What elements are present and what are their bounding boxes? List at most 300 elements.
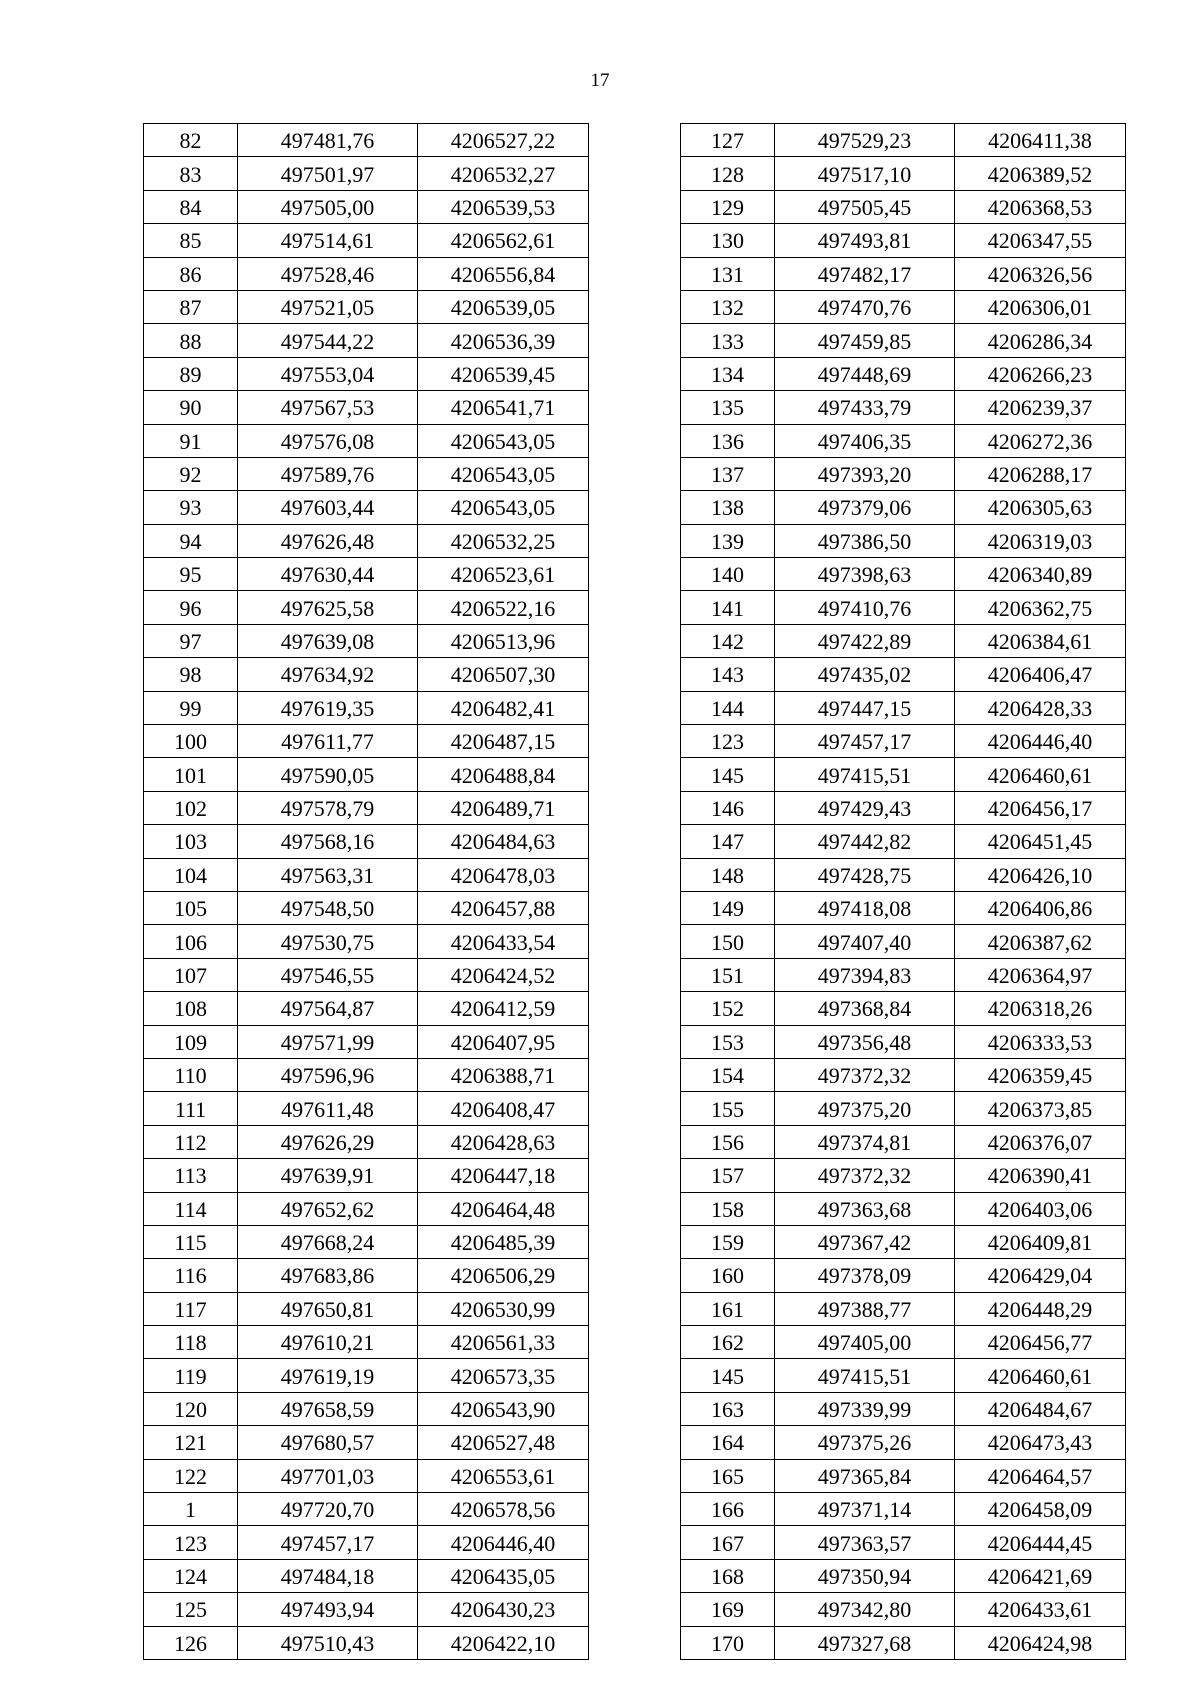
point-number-cell: 147 (681, 825, 775, 858)
point-number-cell: 115 (144, 1225, 238, 1258)
x-coordinate-cell: 497564,87 (238, 992, 418, 1025)
table-row (144, 1125, 589, 1158)
x-coordinate-cell: 497457,17 (238, 1526, 418, 1559)
point-number-cell: 132 (681, 290, 775, 323)
y-coordinate-cell: 4206536,39 (418, 324, 589, 357)
y-coordinate-cell: 4206340,89 (955, 558, 1126, 591)
point-number-cell: 163 (681, 1392, 775, 1425)
x-coordinate-cell: 497379,06 (775, 491, 955, 524)
table-row (144, 891, 589, 924)
y-coordinate-cell: 4206464,57 (955, 1459, 1126, 1492)
x-coordinate-cell: 497493,81 (775, 224, 955, 257)
y-coordinate-cell: 4206561,33 (418, 1326, 589, 1359)
y-coordinate-cell: 4206403,06 (955, 1192, 1126, 1225)
point-number-cell: 162 (681, 1326, 775, 1359)
x-coordinate-cell: 497448,69 (775, 357, 955, 390)
x-coordinate-cell: 497501,97 (238, 157, 418, 190)
y-coordinate-cell: 4206482,41 (418, 691, 589, 724)
table-row (681, 1359, 1126, 1392)
table-row (144, 992, 589, 1025)
y-coordinate-cell: 4206433,54 (418, 925, 589, 958)
x-coordinate-cell: 497517,10 (775, 157, 955, 190)
point-number-cell: 106 (144, 925, 238, 958)
y-coordinate-cell: 4206429,04 (955, 1259, 1126, 1292)
table-row (681, 1058, 1126, 1091)
x-coordinate-cell: 497514,61 (238, 224, 418, 257)
table-row (144, 624, 589, 657)
x-coordinate-cell: 497378,09 (775, 1259, 955, 1292)
table-row (144, 1459, 589, 1492)
y-coordinate-cell: 4206412,59 (418, 992, 589, 1025)
point-number-cell: 83 (144, 157, 238, 190)
point-number-cell: 119 (144, 1359, 238, 1392)
table-row (144, 825, 589, 858)
y-coordinate-cell: 4206484,63 (418, 825, 589, 858)
point-number-cell: 102 (144, 791, 238, 824)
table-row (681, 1459, 1126, 1492)
x-coordinate-cell: 497407,40 (775, 925, 955, 958)
table-row (681, 1192, 1126, 1225)
table-row (681, 1493, 1126, 1526)
coordinates-table-right (680, 123, 1126, 1660)
point-number-cell: 123 (144, 1526, 238, 1559)
x-coordinate-cell: 497529,23 (775, 124, 955, 157)
point-number-cell: 145 (681, 758, 775, 791)
y-coordinate-cell: 4206390,41 (955, 1159, 1126, 1192)
point-number-cell: 1 (144, 1493, 238, 1526)
x-coordinate-cell: 497482,17 (775, 257, 955, 290)
y-coordinate-cell: 4206446,40 (418, 1526, 589, 1559)
point-number-cell: 170 (681, 1626, 775, 1659)
y-coordinate-cell: 4206435,05 (418, 1559, 589, 1592)
y-coordinate-cell: 4206368,53 (955, 190, 1126, 223)
y-coordinate-cell: 4206487,15 (418, 725, 589, 758)
x-coordinate-cell: 497415,51 (775, 758, 955, 791)
point-number-cell: 110 (144, 1058, 238, 1091)
point-number-cell: 126 (144, 1626, 238, 1659)
y-coordinate-cell: 4206409,81 (955, 1225, 1126, 1258)
y-coordinate-cell: 4206428,33 (955, 691, 1126, 724)
table-row (144, 457, 589, 490)
x-coordinate-cell: 497398,63 (775, 558, 955, 591)
point-number-cell: 165 (681, 1459, 775, 1492)
point-number-cell: 164 (681, 1426, 775, 1459)
y-coordinate-cell: 4206578,56 (418, 1493, 589, 1526)
point-number-cell: 158 (681, 1192, 775, 1225)
point-number-cell: 90 (144, 391, 238, 424)
table-row (681, 1259, 1126, 1292)
y-coordinate-cell: 4206239,37 (955, 391, 1126, 424)
point-number-cell: 85 (144, 224, 238, 257)
y-coordinate-cell: 4206347,55 (955, 224, 1126, 257)
y-coordinate-cell: 4206446,40 (955, 725, 1126, 758)
table-row (681, 491, 1126, 524)
table-row (144, 591, 589, 624)
y-coordinate-cell: 4206458,09 (955, 1493, 1126, 1526)
point-number-cell: 151 (681, 958, 775, 991)
y-coordinate-cell: 4206387,62 (955, 925, 1126, 958)
point-number-cell: 139 (681, 524, 775, 557)
table-row (144, 791, 589, 824)
table-row (681, 424, 1126, 457)
y-coordinate-cell: 4206456,77 (955, 1326, 1126, 1359)
table-row (681, 190, 1126, 223)
table-row (144, 1526, 589, 1559)
table-row (681, 658, 1126, 691)
table-row (144, 1025, 589, 1058)
x-coordinate-cell: 497611,77 (238, 725, 418, 758)
table-row (144, 190, 589, 223)
x-coordinate-cell: 497470,76 (775, 290, 955, 323)
point-number-cell: 121 (144, 1426, 238, 1459)
point-number-cell: 116 (144, 1259, 238, 1292)
y-coordinate-cell: 4206426,10 (955, 858, 1126, 891)
x-coordinate-cell: 497442,82 (775, 825, 955, 858)
point-number-cell: 84 (144, 190, 238, 223)
point-number-cell: 111 (144, 1092, 238, 1125)
y-coordinate-cell: 4206522,16 (418, 591, 589, 624)
table-row (144, 491, 589, 524)
table-row (144, 1159, 589, 1192)
x-coordinate-cell: 497447,15 (775, 691, 955, 724)
table-row (681, 1426, 1126, 1459)
point-number-cell: 94 (144, 524, 238, 557)
table-row (681, 1292, 1126, 1325)
x-coordinate-cell: 497457,17 (775, 725, 955, 758)
y-coordinate-cell: 4206562,61 (418, 224, 589, 257)
table-row (144, 1192, 589, 1225)
y-coordinate-cell: 4206388,71 (418, 1058, 589, 1091)
table-row (144, 858, 589, 891)
x-coordinate-cell: 497386,50 (775, 524, 955, 557)
x-coordinate-cell: 497546,55 (238, 958, 418, 991)
y-coordinate-cell: 4206523,61 (418, 558, 589, 591)
y-coordinate-cell: 4206286,34 (955, 324, 1126, 357)
y-coordinate-cell: 4206513,96 (418, 624, 589, 657)
table-row (681, 224, 1126, 257)
y-coordinate-cell: 4206359,45 (955, 1058, 1126, 1091)
y-coordinate-cell: 4206424,52 (418, 958, 589, 991)
point-number-cell: 166 (681, 1493, 775, 1526)
point-number-cell: 128 (681, 157, 775, 190)
table-row (681, 1125, 1126, 1158)
point-number-cell: 141 (681, 591, 775, 624)
x-coordinate-cell: 497367,42 (775, 1225, 955, 1258)
y-coordinate-cell: 4206506,29 (418, 1259, 589, 1292)
x-coordinate-cell: 497505,45 (775, 190, 955, 223)
table-row (681, 725, 1126, 758)
table-row (144, 1259, 589, 1292)
y-coordinate-cell: 4206460,61 (955, 1359, 1126, 1392)
point-number-cell: 87 (144, 290, 238, 323)
x-coordinate-cell: 497372,32 (775, 1058, 955, 1091)
table-row (681, 591, 1126, 624)
point-number-cell: 95 (144, 558, 238, 591)
y-coordinate-cell: 4206451,45 (955, 825, 1126, 858)
point-number-cell: 103 (144, 825, 238, 858)
point-number-cell: 104 (144, 858, 238, 891)
y-coordinate-cell: 4206543,05 (418, 491, 589, 524)
x-coordinate-cell: 497342,80 (775, 1593, 955, 1626)
table-row (144, 1326, 589, 1359)
table-row (681, 1159, 1126, 1192)
point-number-cell: 138 (681, 491, 775, 524)
point-number-cell: 92 (144, 457, 238, 490)
x-coordinate-cell: 497433,79 (775, 391, 955, 424)
point-number-cell: 154 (681, 1058, 775, 1091)
x-coordinate-cell: 497530,75 (238, 925, 418, 958)
x-coordinate-cell: 497428,75 (775, 858, 955, 891)
y-coordinate-cell: 4206539,45 (418, 357, 589, 390)
y-coordinate-cell: 4206489,71 (418, 791, 589, 824)
table-row (681, 691, 1126, 724)
y-coordinate-cell: 4206541,71 (418, 391, 589, 424)
table-row (681, 992, 1126, 1025)
x-coordinate-cell: 497372,32 (775, 1159, 955, 1192)
x-coordinate-cell: 497405,00 (775, 1326, 955, 1359)
x-coordinate-cell: 497528,46 (238, 257, 418, 290)
y-coordinate-cell: 4206543,05 (418, 457, 589, 490)
table-row (144, 658, 589, 691)
x-coordinate-cell: 497668,24 (238, 1225, 418, 1258)
y-coordinate-cell: 4206422,10 (418, 1626, 589, 1659)
y-coordinate-cell: 4206543,05 (418, 424, 589, 457)
table-row (144, 1292, 589, 1325)
x-coordinate-cell: 497371,14 (775, 1493, 955, 1526)
point-number-cell: 127 (681, 124, 775, 157)
point-number-cell: 82 (144, 124, 238, 157)
x-coordinate-cell: 497650,81 (238, 1292, 418, 1325)
table-row (144, 1593, 589, 1626)
table-row (144, 257, 589, 290)
x-coordinate-cell: 497459,85 (775, 324, 955, 357)
y-coordinate-cell: 4206433,61 (955, 1593, 1126, 1626)
point-number-cell: 107 (144, 958, 238, 991)
y-coordinate-cell: 4206484,67 (955, 1392, 1126, 1425)
point-number-cell: 131 (681, 257, 775, 290)
x-coordinate-cell: 497590,05 (238, 758, 418, 791)
table-row (681, 357, 1126, 390)
x-coordinate-cell: 497589,76 (238, 457, 418, 490)
x-coordinate-cell: 497720,70 (238, 1493, 418, 1526)
x-coordinate-cell: 497626,29 (238, 1125, 418, 1158)
point-number-cell: 152 (681, 992, 775, 1025)
table-row (681, 1092, 1126, 1125)
table-row (144, 1493, 589, 1526)
y-coordinate-cell: 4206556,84 (418, 257, 589, 290)
y-coordinate-cell: 4206530,99 (418, 1292, 589, 1325)
y-coordinate-cell: 4206457,88 (418, 891, 589, 924)
point-number-cell: 117 (144, 1292, 238, 1325)
y-coordinate-cell: 4206406,86 (955, 891, 1126, 924)
x-coordinate-cell: 497365,84 (775, 1459, 955, 1492)
table-row (681, 758, 1126, 791)
table-row (681, 157, 1126, 190)
x-coordinate-cell: 497339,99 (775, 1392, 955, 1425)
point-number-cell: 144 (681, 691, 775, 724)
table-row (144, 1392, 589, 1425)
point-number-cell: 86 (144, 257, 238, 290)
point-number-cell: 133 (681, 324, 775, 357)
table-row (144, 1626, 589, 1659)
y-coordinate-cell: 4206408,47 (418, 1092, 589, 1125)
table-row (681, 624, 1126, 657)
point-number-cell: 123 (681, 725, 775, 758)
x-coordinate-cell: 497571,99 (238, 1025, 418, 1058)
point-number-cell: 129 (681, 190, 775, 223)
y-coordinate-cell: 4206478,03 (418, 858, 589, 891)
point-number-cell: 140 (681, 558, 775, 591)
table-row (144, 725, 589, 758)
x-coordinate-cell: 497548,50 (238, 891, 418, 924)
y-coordinate-cell: 4206272,36 (955, 424, 1126, 457)
point-number-cell: 101 (144, 758, 238, 791)
point-number-cell: 120 (144, 1392, 238, 1425)
point-number-cell: 149 (681, 891, 775, 924)
table-row (144, 1058, 589, 1091)
x-coordinate-cell: 497563,31 (238, 858, 418, 891)
x-coordinate-cell: 497388,77 (775, 1292, 955, 1325)
y-coordinate-cell: 4206266,23 (955, 357, 1126, 390)
y-coordinate-cell: 4206362,75 (955, 591, 1126, 624)
point-number-cell: 97 (144, 624, 238, 657)
x-coordinate-cell: 497652,62 (238, 1192, 418, 1225)
point-number-cell: 134 (681, 357, 775, 390)
x-coordinate-cell: 497521,05 (238, 290, 418, 323)
table-row (144, 1559, 589, 1592)
x-coordinate-cell: 497363,57 (775, 1526, 955, 1559)
x-coordinate-cell: 497415,51 (775, 1359, 955, 1392)
table-row (681, 1025, 1126, 1058)
point-number-cell: 143 (681, 658, 775, 691)
table-row (681, 1626, 1126, 1659)
table-row (681, 524, 1126, 557)
point-number-cell: 148 (681, 858, 775, 891)
point-number-cell: 169 (681, 1593, 775, 1626)
y-coordinate-cell: 4206444,45 (955, 1526, 1126, 1559)
table-row (144, 1225, 589, 1258)
y-coordinate-cell: 4206421,69 (955, 1559, 1126, 1592)
x-coordinate-cell: 497630,44 (238, 558, 418, 591)
x-coordinate-cell: 497603,44 (238, 491, 418, 524)
y-coordinate-cell: 4206364,97 (955, 958, 1126, 991)
y-coordinate-cell: 4206407,95 (418, 1025, 589, 1058)
x-coordinate-cell: 497484,18 (238, 1559, 418, 1592)
point-number-cell: 108 (144, 992, 238, 1025)
point-number-cell: 153 (681, 1025, 775, 1058)
table-row (681, 1225, 1126, 1258)
point-number-cell: 130 (681, 224, 775, 257)
y-coordinate-cell: 4206473,43 (955, 1426, 1126, 1459)
y-coordinate-cell: 4206389,52 (955, 157, 1126, 190)
table-row (681, 124, 1126, 157)
x-coordinate-cell: 497406,35 (775, 424, 955, 457)
y-coordinate-cell: 4206333,53 (955, 1025, 1126, 1058)
y-coordinate-cell: 4206456,17 (955, 791, 1126, 824)
y-coordinate-cell: 4206305,63 (955, 491, 1126, 524)
table-row (144, 324, 589, 357)
x-coordinate-cell: 497350,94 (775, 1559, 955, 1592)
table-row (681, 558, 1126, 591)
point-number-cell: 137 (681, 457, 775, 490)
x-coordinate-cell: 497363,68 (775, 1192, 955, 1225)
y-coordinate-cell: 4206430,23 (418, 1593, 589, 1626)
x-coordinate-cell: 497701,03 (238, 1459, 418, 1492)
point-number-cell: 89 (144, 357, 238, 390)
y-coordinate-cell: 4206319,03 (955, 524, 1126, 557)
point-number-cell: 159 (681, 1225, 775, 1258)
point-number-cell: 105 (144, 891, 238, 924)
table-row (144, 1092, 589, 1125)
x-coordinate-cell: 497505,00 (238, 190, 418, 223)
y-coordinate-cell: 4206527,48 (418, 1426, 589, 1459)
table-row (681, 825, 1126, 858)
point-number-cell: 109 (144, 1025, 238, 1058)
point-number-cell: 124 (144, 1559, 238, 1592)
x-coordinate-cell: 497435,02 (775, 658, 955, 691)
table-row (144, 424, 589, 457)
x-coordinate-cell: 497356,48 (775, 1025, 955, 1058)
table-row (144, 1359, 589, 1392)
y-coordinate-cell: 4206306,01 (955, 290, 1126, 323)
table-row (681, 858, 1126, 891)
table-row (681, 257, 1126, 290)
table-row (144, 357, 589, 390)
table-row (681, 891, 1126, 924)
point-number-cell: 157 (681, 1159, 775, 1192)
y-coordinate-cell: 4206507,30 (418, 658, 589, 691)
table-row (144, 391, 589, 424)
y-coordinate-cell: 4206532,27 (418, 157, 589, 190)
table-row (144, 1426, 589, 1459)
y-coordinate-cell: 4206532,25 (418, 524, 589, 557)
point-number-cell: 98 (144, 658, 238, 691)
point-number-cell: 96 (144, 591, 238, 624)
y-coordinate-cell: 4206527,22 (418, 124, 589, 157)
table-row (681, 1593, 1126, 1626)
point-number-cell: 142 (681, 624, 775, 657)
x-coordinate-cell: 497481,76 (238, 124, 418, 157)
x-coordinate-cell: 497374,81 (775, 1125, 955, 1158)
point-number-cell: 100 (144, 725, 238, 758)
table-row (681, 391, 1126, 424)
x-coordinate-cell: 497639,91 (238, 1159, 418, 1192)
y-coordinate-cell: 4206485,39 (418, 1225, 589, 1258)
x-coordinate-cell: 497634,92 (238, 658, 418, 691)
x-coordinate-cell: 497658,59 (238, 1392, 418, 1425)
y-coordinate-cell: 4206460,61 (955, 758, 1126, 791)
x-coordinate-cell: 497619,19 (238, 1359, 418, 1392)
point-number-cell: 168 (681, 1559, 775, 1592)
y-coordinate-cell: 4206288,17 (955, 457, 1126, 490)
table-row (681, 290, 1126, 323)
point-number-cell: 135 (681, 391, 775, 424)
x-coordinate-cell: 497568,16 (238, 825, 418, 858)
table-row (681, 1559, 1126, 1592)
table-row (144, 691, 589, 724)
x-coordinate-cell: 497493,94 (238, 1593, 418, 1626)
y-coordinate-cell: 4206424,98 (955, 1626, 1126, 1659)
point-number-cell: 160 (681, 1259, 775, 1292)
x-coordinate-cell: 497375,26 (775, 1426, 955, 1459)
y-coordinate-cell: 4206539,05 (418, 290, 589, 323)
point-number-cell: 161 (681, 1292, 775, 1325)
x-coordinate-cell: 497327,68 (775, 1626, 955, 1659)
x-coordinate-cell: 497683,86 (238, 1259, 418, 1292)
table-row (144, 558, 589, 591)
x-coordinate-cell: 497625,58 (238, 591, 418, 624)
point-number-cell: 91 (144, 424, 238, 457)
